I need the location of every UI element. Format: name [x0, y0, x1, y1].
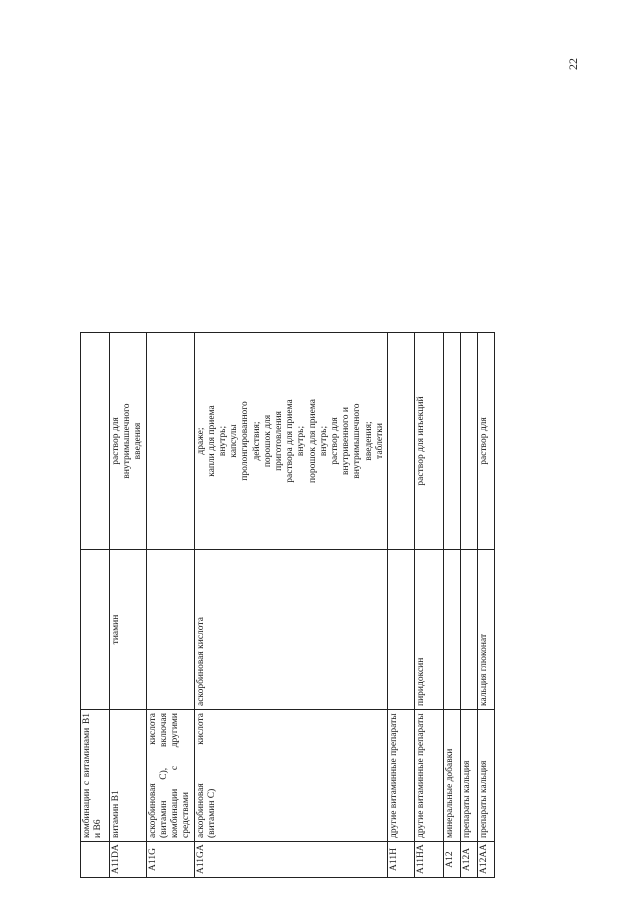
dosage-form-cell — [110, 333, 147, 550]
dosage-form-line: внутривенного и — [341, 407, 352, 475]
group-cell: аскорбиновая кислота (витамин С), включая комбинации с другими средствами — [146, 710, 194, 842]
table-row — [388, 333, 415, 878]
dosage-form-cell — [461, 333, 478, 550]
page-number: 22 — [566, 58, 580, 70]
atc-code-cell: A12A — [461, 842, 478, 878]
group-cell: препараты кальция — [478, 710, 495, 842]
drug-name-cell: пиридоксин — [415, 550, 444, 710]
drug-name-cell — [388, 550, 415, 710]
drug-name-cell — [444, 550, 461, 710]
dosage-form-cell — [146, 333, 194, 550]
group-cell: комбинации с витаминами B1 и B6 — [81, 710, 110, 842]
drug-name-cell: тиамин — [110, 550, 147, 710]
atc-code-cell: A11DA — [110, 842, 147, 878]
atc-code-cell: A12AA — [478, 842, 495, 878]
dosage-form-line: пролонгированного — [240, 401, 251, 481]
dosage-form-line: капсулы — [229, 424, 240, 458]
atc-code-cell: A11H — [388, 842, 415, 878]
dosage-form-line: порошок для приема — [307, 399, 318, 484]
atc-code-cell: A11HA — [415, 842, 444, 878]
group-cell: аскорбиновая кислота (витамин С) — [194, 710, 387, 842]
group-cell: другие витаминные препараты — [415, 710, 444, 842]
dosage-form-line: введения — [133, 422, 144, 460]
dosage-form-line: внутрь; — [318, 425, 329, 457]
dosage-form-line: внутрь; — [218, 425, 229, 457]
table-row — [444, 333, 461, 878]
drug-name-cell — [461, 550, 478, 710]
atc-code-cell — [81, 842, 110, 878]
dosage-form-line: раствор для — [330, 417, 341, 465]
dosage-form-line: внутримышечного — [352, 403, 363, 479]
dosage-form-line: введения; — [363, 421, 374, 461]
drug-name-cell — [146, 550, 194, 710]
dosage-form-line: внутрь; — [296, 425, 307, 457]
table-row — [478, 333, 495, 878]
dosage-form-line: приготовления — [274, 411, 285, 471]
dosage-form-line: капли для приема — [206, 405, 217, 477]
table-row — [194, 333, 387, 878]
atc-code-cell: A12 — [444, 842, 461, 878]
table-row — [461, 333, 478, 878]
dosage-form-cell — [388, 333, 415, 550]
atc-code-cell: A11GA — [194, 842, 387, 878]
dosage-form-line: раствора для приема — [285, 399, 296, 483]
dosage-form-line: таблетки — [374, 423, 385, 459]
dosage-form-cell — [415, 333, 444, 550]
dosage-form-cell — [478, 333, 495, 550]
table-row — [146, 333, 194, 878]
drug-table — [80, 332, 495, 878]
drug-name-cell — [81, 550, 110, 710]
group-cell: минеральные добавки — [444, 710, 461, 842]
table-row — [415, 333, 444, 878]
atc-code-cell: A11G — [146, 842, 194, 878]
group-cell: другие витаминные препараты — [388, 710, 415, 842]
drug-name-cell: кальция глюконат — [478, 550, 495, 710]
drug-name-cell: аскорбиновая кислота — [194, 550, 387, 710]
table-row — [110, 333, 147, 878]
dosage-form-cell — [81, 333, 110, 550]
dosage-form-line: раствор для — [111, 417, 121, 465]
group-cell: препараты кальция — [461, 710, 478, 842]
dosage-form-line: порошок для — [262, 414, 273, 468]
dosage-form-line: раствор для инъекций — [416, 396, 427, 486]
dosage-form-line: действия; — [251, 421, 262, 461]
dosage-form-line: внутримышечного — [122, 403, 133, 479]
group-cell: витамин B1 — [110, 710, 147, 842]
table-row — [81, 333, 110, 878]
dosage-form-cell — [194, 333, 387, 550]
dosage-form-line: драже; — [195, 427, 206, 455]
dosage-form-cell — [444, 333, 461, 550]
dosage-form-line: раствор для — [479, 417, 490, 465]
drug-table-container — [80, 333, 555, 878]
